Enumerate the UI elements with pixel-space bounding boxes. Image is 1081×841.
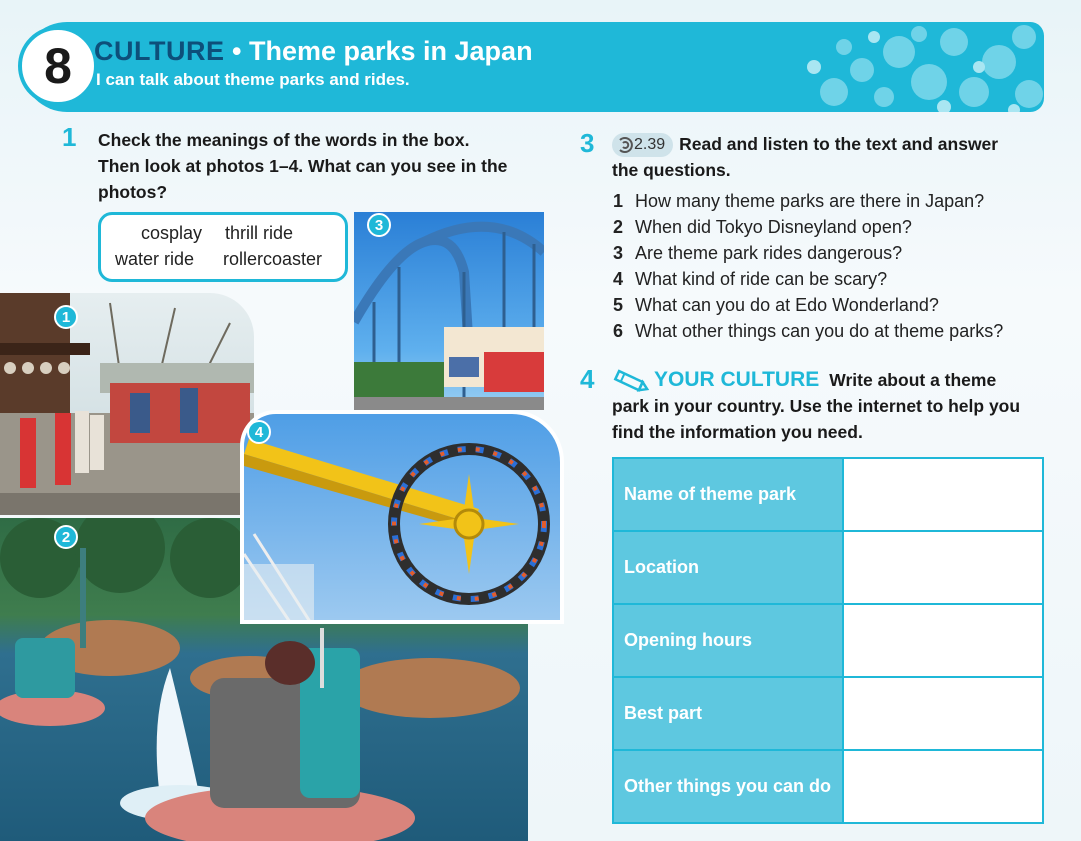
instruction-line: the questions. xyxy=(612,160,731,181)
pencil-icon xyxy=(612,369,650,393)
list-item: 4 What kind of ride can be scary? xyxy=(613,269,888,289)
bubble-decoration xyxy=(804,22,1044,112)
instruction-line: photos? xyxy=(98,182,168,202)
table-row xyxy=(613,677,1043,750)
row-label: Best part xyxy=(613,677,843,750)
instruction-line: find the information you need. xyxy=(612,422,863,443)
answer-cell[interactable] xyxy=(843,677,1043,750)
table-row xyxy=(613,750,1043,823)
info-table xyxy=(612,457,1044,824)
exercise-3-instruction xyxy=(612,131,1052,183)
photo-rollercoaster xyxy=(354,212,544,410)
photo-badge-1: 1 xyxy=(54,305,78,329)
instruction-line xyxy=(612,367,1052,393)
photo-cosplay xyxy=(0,293,254,515)
audio-track-button[interactable] xyxy=(612,133,673,157)
exercise-1-number: 1 xyxy=(62,122,77,152)
answer-cell[interactable] xyxy=(843,458,1043,531)
answer-cell[interactable] xyxy=(843,531,1043,604)
exercise-4-instruction xyxy=(612,367,1052,445)
instruction-text: Read and listen to the text and answer xyxy=(679,134,999,154)
word-box xyxy=(98,212,348,282)
table-row xyxy=(613,458,1043,531)
answer-cell[interactable] xyxy=(843,604,1043,677)
instruction-line: Check the meanings of the words in the box. xyxy=(98,130,470,150)
photo-badge-2: 2 xyxy=(54,525,78,549)
page-subtitle: I can talk about theme parks and rides. xyxy=(96,70,410,89)
list-item: 5 What can you do at Edo Wonderland? xyxy=(613,295,939,315)
exercise-4-number: 4 xyxy=(580,364,595,394)
your-culture-label: YOUR CULTURE xyxy=(654,368,820,391)
word-item: rollercoaster xyxy=(223,249,323,269)
page-title xyxy=(94,36,533,67)
culture-label: CULTURE xyxy=(94,36,225,66)
exercise-1-instruction xyxy=(98,127,548,205)
row-label: Name of theme park xyxy=(613,458,843,531)
word-item: cosplay xyxy=(141,223,203,243)
photo-thrill-ride xyxy=(240,410,564,624)
title-bullet: • xyxy=(224,36,249,66)
audio-track-number: 2.39 xyxy=(634,136,666,154)
table-row xyxy=(613,531,1043,604)
instruction-line: park in your country. Use the internet to help you xyxy=(612,396,1021,417)
table-row xyxy=(613,604,1043,677)
title-text: Theme parks in Japan xyxy=(248,36,533,66)
list-item: 3 Are theme park rides dangerous? xyxy=(613,243,903,263)
row-label: Opening hours xyxy=(613,604,843,677)
list-item: 2 When did Tokyo Disneyland open? xyxy=(613,217,912,237)
instruction-line: Then look at photos 1–4. What can you see in the xyxy=(98,156,508,176)
instruction-text: Write about a theme xyxy=(829,370,997,390)
answer-cell[interactable] xyxy=(843,750,1043,823)
instruction-line xyxy=(612,131,1052,157)
photo-badge-4: 4 xyxy=(247,420,271,444)
photo-badge-3: 3 xyxy=(367,213,391,237)
word-item: thrill ride xyxy=(225,223,294,243)
row-label: Other things you can do xyxy=(613,750,843,823)
audio-icon xyxy=(616,136,634,154)
word-item: water ride xyxy=(115,249,195,269)
row-label: Location xyxy=(613,531,843,604)
question-list xyxy=(613,188,1003,344)
exercise-3-number: 3 xyxy=(580,128,595,158)
list-item: 6 What other things can you do at theme parks? xyxy=(613,321,1004,341)
unit-number: 8 xyxy=(18,26,98,106)
list-item: 1 How many theme parks are there in Japan? xyxy=(613,191,985,211)
